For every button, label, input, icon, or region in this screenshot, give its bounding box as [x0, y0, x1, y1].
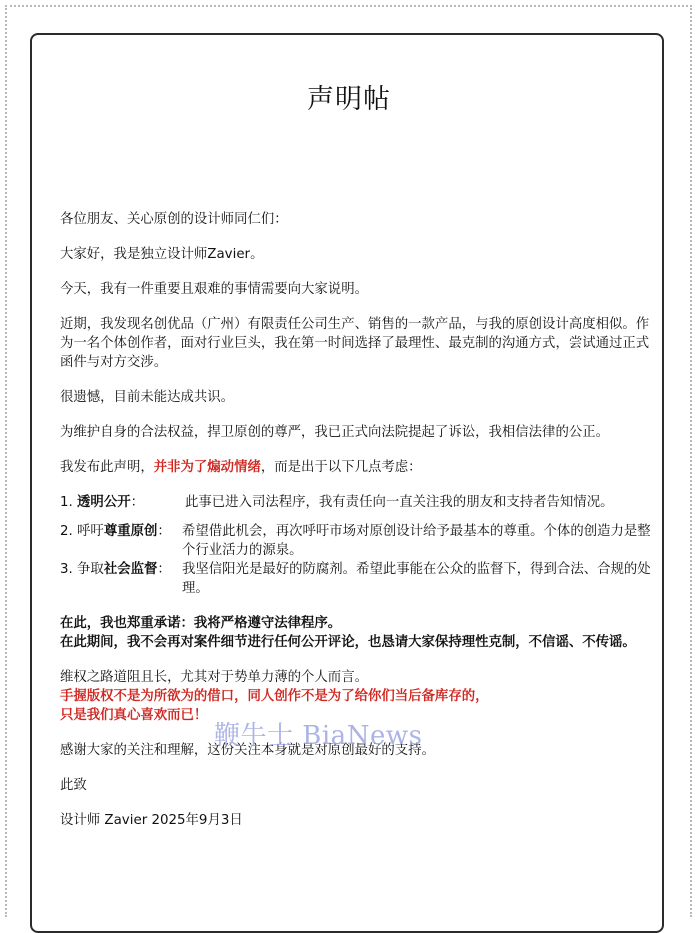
closing: 此致: [60, 778, 87, 793]
thanks-paragraph: 感谢大家的关注和理解，这份关注本身就是对原创最好的支持。: [60, 743, 435, 758]
list-item-text: 此事已进入司法程序，我有责任向一直关注我的朋友和支持者告知情况。: [185, 495, 614, 510]
purpose-end: ，而是出于以下几点考虑：: [260, 460, 422, 475]
greeting: 各位朋友、关心原创的设计师同仁们：: [60, 212, 288, 227]
recent-paragraph: 近期，我发现名创优品（广州）有限责任公司生产、销售的一款产品，与我的原创设计高度相似。作为一名个体创作者，面对行业巨头，我在第一时间选择了最理性、最克制的沟通方式，尝试通过正式函件与对方交涉。: [60, 317, 650, 370]
purpose-paragraph: [60, 458, 660, 477]
list-item-keyword: 透明公开: [77, 495, 131, 510]
red-statement-line-2: 只是我们真心喜欢而已！: [60, 708, 208, 723]
list-item: [60, 493, 660, 512]
rights-paragraph: 维权之路道阻且长，尤其对于势单力薄的个人而言。: [60, 670, 368, 685]
list-item-colon: ：: [157, 562, 171, 577]
list-item: [60, 522, 660, 560]
commitment-line-2: 在此期间，我不会再对案件细节进行任何公开评论，也恳请大家保持理性克制，不信谣、不传谣。: [60, 635, 636, 650]
commitment-line-1: 在此，我也郑重承诺：我将严格遵守法律程序。: [60, 616, 342, 631]
list-item-keyword: 尊重原创: [103, 524, 158, 539]
purpose-highlight: 并非为了煽动情绪: [153, 460, 261, 475]
list-item-colon: ：: [130, 495, 144, 510]
bianews-watermark: 鞭牛士 BiaNews: [214, 721, 423, 751]
intro-paragraph: 大家好，我是独立设计师Zavier。: [60, 247, 264, 262]
list-item-text: 希望借此机会，再次呼吁市场对原创设计给予最基本的尊重。个体的创造力是整个行业活力的源泉。: [182, 524, 651, 558]
purpose-start: 我发布此声明，: [60, 460, 154, 475]
list-item-text: 我坚信阳光是最好的防腐剂。希望此事能在公众的监督下，得到合法、合规的处理。: [182, 562, 651, 596]
list-item: [60, 560, 660, 598]
statement-page: [30, 33, 664, 933]
list-item-number: 2.: [60, 524, 78, 539]
list-item-keyword: 社会监督: [103, 562, 158, 577]
lawsuit-paragraph: 为维护自身的合法权益，捍卫原创的尊严，我已正式向法院提起了诉讼，我相信法律的公正。: [60, 425, 610, 440]
list-item-number: 1.: [60, 495, 78, 510]
list-item-label: [60, 493, 185, 512]
today-paragraph: 今天，我有一件重要且艰难的事情需要向大家说明。: [60, 282, 368, 297]
list-item-prefix: 争取: [77, 562, 104, 577]
list-item-prefix: 呼吁: [77, 524, 104, 539]
red-statement-line-1: 手握版权不是为所欲为的借口，同人创作不是为了给你们当后备库存的，: [60, 689, 489, 704]
list-item-colon: ：: [157, 524, 171, 539]
list-item-number: 3.: [60, 562, 78, 577]
page-title: 声明帖: [307, 84, 391, 115]
signature: 设计师 Zavier 2025年9月3日: [60, 813, 243, 828]
list-item-label: [60, 560, 182, 598]
list-item-label: [60, 522, 182, 560]
regret-paragraph: 很遗憾，目前未能达成共识。: [60, 390, 235, 405]
